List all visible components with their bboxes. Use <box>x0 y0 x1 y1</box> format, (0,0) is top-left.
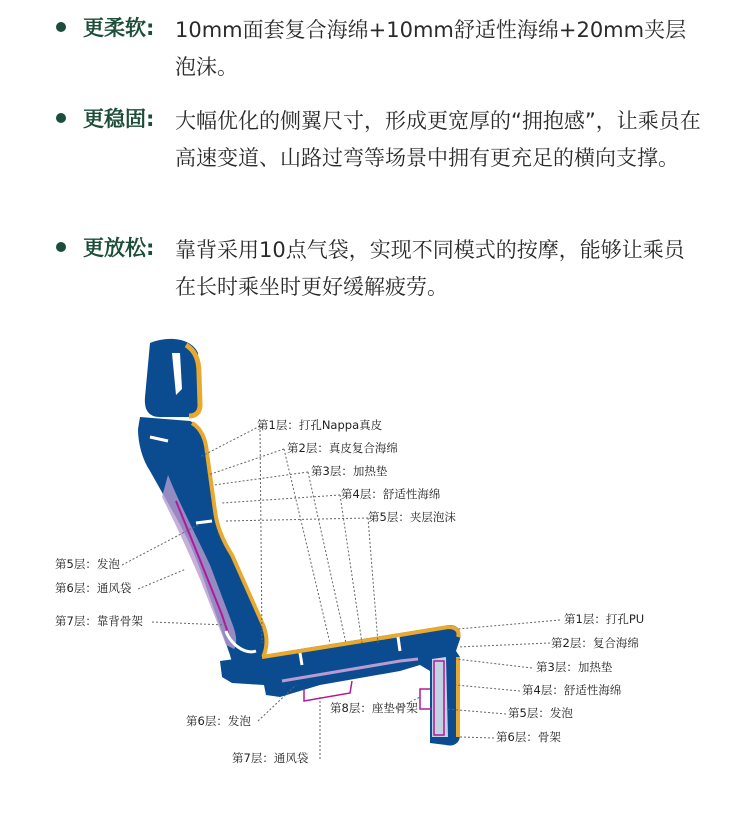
feature-text: 10mm面套复合海绵+10mm舒适性海绵+20mm夹层泡沫。 <box>175 18 687 79</box>
bullet-dot <box>56 242 66 252</box>
feature-text: 大幅优化的侧翼尺寸，形成更宽厚的“拥抱感”，让乘员在高速变道、山路过弯等场景中拥有更充足的横向支撑。 <box>175 109 701 170</box>
backrest <box>138 417 266 667</box>
feature-label: 更柔软 <box>83 16 146 40</box>
feature-stable: 更稳固: 大幅优化的侧翼尺寸，形成更宽厚的“拥抱感”，让乘员在高速变道、山路过弯等场景中拥有更充足的横向支撑。 <box>56 103 705 177</box>
cushion-layer-4-label: 第4层：舒适性海绵 <box>522 683 622 697</box>
backrest-left-layer-6-label: 第6层：通风袋 <box>55 581 132 595</box>
bullet-dot <box>56 22 66 32</box>
backrest-left-layer-7-label: 第7层：靠背骨架 <box>55 614 143 628</box>
feature-relaxed: 更放松: 靠背采用10点气袋，实现不同模式的按摩，能够让乘员在长时乘坐时更好缓解疲劳。 <box>56 232 705 306</box>
seat-bottom-layer-6-label: 第6层：发泡 <box>186 714 251 728</box>
backrest-layer-5-label: 第5层：夹层泡沫 <box>368 510 456 524</box>
feature-label: 更放松 <box>83 236 146 260</box>
feature-text: 靠背采用10点气袋，实现不同模式的按摩，能够让乘员在长时乘坐时更好缓解疲劳。 <box>175 238 685 299</box>
seat-cross-section-diagram <box>0 325 750 835</box>
seat-bottom-layer-7-label: 第7层：通风袋 <box>232 751 309 765</box>
cushion-layer-1-label: 第1层：打孔PU <box>564 612 645 626</box>
headrest <box>145 339 200 417</box>
backrest-layer-2-label: 第2层：真皮复合海绵 <box>287 441 398 455</box>
seat-bottom-layer-8-label: 第8层：座垫骨架 <box>330 701 418 715</box>
cushion-layer-2-label: 第2层：复合海绵 <box>551 636 639 650</box>
cushion-layer-5-label: 第5层：发泡 <box>508 706 573 720</box>
backrest-left-layer-5-label: 第5层：发泡 <box>55 557 120 571</box>
bullet-dot <box>56 113 66 123</box>
cushion-layer-3-label: 第3层：加热垫 <box>536 660 613 674</box>
backrest-layer-1-label: 第1层：打孔Nappa真皮 <box>257 418 383 432</box>
feature-label: 更稳固 <box>83 107 146 131</box>
feature-softer: 更柔软: 10mm面套复合海绵+10mm舒适性海绵+20mm夹层泡沫。 <box>56 12 705 86</box>
backrest-layer-4-label: 第4层：舒适性海绵 <box>341 487 441 501</box>
cushion-layer-6-label: 第6层：骨架 <box>496 730 561 744</box>
backrest-layer-3-label: 第3层：加热垫 <box>311 464 388 478</box>
